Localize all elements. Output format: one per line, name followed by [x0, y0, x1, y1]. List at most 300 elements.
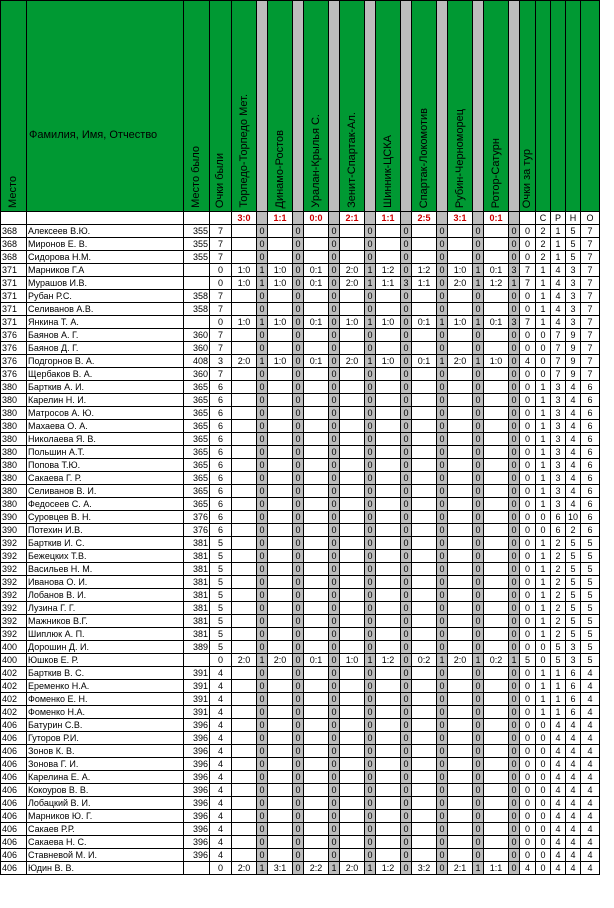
place-cell: 380 [1, 381, 27, 394]
stat-cell: 5 [581, 550, 600, 563]
prediction-cell [484, 381, 509, 394]
prediction-points-cell: 0 [509, 641, 520, 654]
prev-place-cell: 381 [184, 602, 210, 615]
prediction-points-cell: 0 [437, 420, 448, 433]
prediction-cell [484, 303, 509, 316]
prev-points-cell: 0 [210, 654, 232, 667]
stat-cell: 4 [566, 784, 581, 797]
prediction-cell [484, 225, 509, 238]
prediction-points-cell: 0 [365, 693, 376, 706]
name-cell: Потехин И.В. [27, 524, 184, 537]
place-cell: 380 [1, 394, 27, 407]
prediction-cell [484, 238, 509, 251]
prediction-cell [484, 290, 509, 303]
prediction-cell: 0:1 [484, 316, 509, 329]
table-row [1, 381, 600, 394]
prediction-points-cell: 0 [293, 329, 304, 342]
prediction-points-cell: 1 [365, 277, 376, 290]
prediction-cell [484, 485, 509, 498]
stat-cell: 5 [581, 602, 600, 615]
stat-cell: 4 [566, 745, 581, 758]
stat-cell: 4 [566, 433, 581, 446]
prediction-points-cell: 0 [365, 667, 376, 680]
stat-cell: 5 [566, 537, 581, 550]
tour-points-cell: 0 [520, 810, 536, 823]
prediction-cell [448, 368, 473, 381]
prev-points-cell: 6 [210, 472, 232, 485]
prev-place-cell: 365 [184, 433, 210, 446]
place-cell: 376 [1, 329, 27, 342]
prediction-points-cell: 0 [473, 732, 484, 745]
prediction-points-cell: 0 [509, 368, 520, 381]
prediction-cell [232, 459, 257, 472]
prev-place-cell [184, 316, 210, 329]
prediction-points-cell: 0 [365, 420, 376, 433]
prediction-points-cell: 0 [509, 797, 520, 810]
prediction-points-cell: 0 [293, 485, 304, 498]
prediction-cell [340, 693, 365, 706]
table-row [1, 784, 600, 797]
stat-cell: 0 [536, 511, 551, 524]
prediction-points-cell: 0 [401, 264, 412, 277]
prediction-cell [268, 563, 293, 576]
prediction-points-cell: 1 [473, 277, 484, 290]
prediction-points-cell: 1 [473, 654, 484, 667]
prediction-points-cell: 1 [257, 316, 268, 329]
prediction-cell [412, 238, 437, 251]
prediction-cell: 1:0 [268, 264, 293, 277]
prediction-cell [448, 641, 473, 654]
stat-cell: 6 [551, 511, 566, 524]
results-gap [293, 212, 304, 225]
stat-cell: 4 [566, 797, 581, 810]
prediction-points-cell: 0 [437, 550, 448, 563]
stat-cell: 0 [536, 745, 551, 758]
results-blank [210, 212, 232, 225]
stat-cell: 5 [581, 615, 600, 628]
prediction-cell [268, 836, 293, 849]
prediction-cell [304, 784, 329, 797]
prediction-cell [304, 290, 329, 303]
stat-cell: 5 [551, 641, 566, 654]
tour-points-cell: 0 [520, 784, 536, 797]
prediction-cell [376, 459, 401, 472]
prediction-points-cell: 0 [293, 264, 304, 277]
prediction-points-cell: 0 [509, 550, 520, 563]
stat-cell: 3 [551, 420, 566, 433]
prediction-cell [304, 225, 329, 238]
prediction-cell [232, 420, 257, 433]
prediction-points-cell: 0 [329, 355, 340, 368]
stat-cell: 4 [581, 693, 600, 706]
tour-points-cell: 0 [520, 511, 536, 524]
name-cell: Мажников В.Г. [27, 615, 184, 628]
prediction-points-cell: 0 [329, 706, 340, 719]
prediction-cell [340, 225, 365, 238]
stat-cell: 9 [566, 342, 581, 355]
stat-cell: 1 [536, 563, 551, 576]
prediction-points-cell: 0 [509, 862, 520, 875]
name-cell: Марников Г.А [27, 264, 184, 277]
stat-cell: 4 [566, 394, 581, 407]
prediction-cell [484, 511, 509, 524]
prediction-cell [412, 719, 437, 732]
tour-points-cell: 0 [520, 797, 536, 810]
place-cell: 406 [1, 745, 27, 758]
stat-cell: 6 [581, 407, 600, 420]
prediction-points-cell: 0 [473, 420, 484, 433]
prediction-cell [484, 420, 509, 433]
prediction-points-cell: 0 [365, 719, 376, 732]
prediction-cell [232, 706, 257, 719]
place-cell: 390 [1, 511, 27, 524]
prediction-points-cell: 0 [509, 420, 520, 433]
prediction-points-cell: 0 [365, 589, 376, 602]
prediction-cell: 2:0 [340, 862, 365, 875]
prev-points-cell: 4 [210, 784, 232, 797]
prediction-points-cell: 0 [473, 238, 484, 251]
prediction-points-cell: 0 [257, 667, 268, 680]
prediction-cell [412, 433, 437, 446]
prediction-cell [484, 797, 509, 810]
prediction-cell [448, 810, 473, 823]
prediction-cell [232, 368, 257, 381]
prediction-cell [484, 446, 509, 459]
prediction-cell [448, 745, 473, 758]
results-gap [329, 212, 340, 225]
prediction-cell [412, 446, 437, 459]
prediction-points-cell: 0 [473, 459, 484, 472]
stat-cell: 7 [581, 290, 600, 303]
prediction-cell [268, 303, 293, 316]
prev-points-cell: 4 [210, 810, 232, 823]
prediction-cell [268, 394, 293, 407]
prev-place-cell: 408 [184, 355, 210, 368]
prediction-points-cell: 1 [365, 316, 376, 329]
prediction-points-cell: 0 [437, 784, 448, 797]
header-match-gap [437, 1, 448, 212]
prediction-points-cell: 0 [329, 524, 340, 537]
prediction-cell [412, 758, 437, 771]
prediction-points-cell: 0 [509, 303, 520, 316]
prediction-cell [412, 589, 437, 602]
prediction-cell [484, 576, 509, 589]
prediction-cell [304, 745, 329, 758]
prediction-cell: 2:0 [268, 654, 293, 667]
prediction-points-cell: 0 [257, 498, 268, 511]
stat-cell: 1 [536, 550, 551, 563]
stat-cell: 1 [551, 693, 566, 706]
prediction-cell [232, 524, 257, 537]
prediction-points-cell: 0 [293, 394, 304, 407]
prediction-cell [340, 394, 365, 407]
prediction-cell [268, 290, 293, 303]
place-cell: 368 [1, 251, 27, 264]
stat-cell: 4 [566, 472, 581, 485]
prediction-points-cell: 0 [401, 615, 412, 628]
header-match-7 [448, 1, 473, 212]
stat-cell: 6 [581, 498, 600, 511]
prev-points-cell: 0 [210, 264, 232, 277]
prediction-points-cell: 0 [329, 849, 340, 862]
prediction-points-cell: 0 [329, 719, 340, 732]
stat-cell: 2 [551, 615, 566, 628]
prediction-cell [304, 368, 329, 381]
prev-points-cell: 6 [210, 381, 232, 394]
prev-points-cell: 4 [210, 667, 232, 680]
header-match-2-label: Динамо-Ростов [273, 129, 286, 208]
prediction-points-cell: 0 [365, 407, 376, 420]
prediction-points-cell: 0 [509, 524, 520, 537]
prediction-cell: 0:1 [304, 654, 329, 667]
tour-points-cell: 0 [520, 342, 536, 355]
prediction-cell [340, 745, 365, 758]
prediction-cell [304, 849, 329, 862]
prediction-cell: 0:1 [412, 355, 437, 368]
prev-points-cell: 0 [210, 316, 232, 329]
tour-points-cell: 0 [520, 732, 536, 745]
prev-points-cell: 6 [210, 394, 232, 407]
prediction-cell [340, 758, 365, 771]
stat-cell: 0 [536, 342, 551, 355]
tour-points-cell: 0 [520, 836, 536, 849]
prediction-points-cell: 0 [293, 836, 304, 849]
prediction-points-cell: 0 [473, 836, 484, 849]
prediction-cell [268, 797, 293, 810]
prediction-points-cell: 0 [365, 849, 376, 862]
prediction-cell [232, 836, 257, 849]
name-cell: Барткив В. С. [27, 667, 184, 680]
results-gap [257, 212, 268, 225]
prediction-points-cell: 0 [293, 680, 304, 693]
prediction-points-cell: 0 [329, 251, 340, 264]
prediction-cell [340, 628, 365, 641]
prediction-points-cell: 0 [257, 732, 268, 745]
prev-points-cell: 5 [210, 576, 232, 589]
prediction-points-cell: 0 [473, 563, 484, 576]
prediction-cell [340, 498, 365, 511]
prediction-points-cell: 0 [473, 290, 484, 303]
prediction-points-cell: 0 [365, 225, 376, 238]
stat-cell: 6 [566, 667, 581, 680]
name-cell: Барткив И. С. [27, 537, 184, 550]
prediction-points-cell: 0 [365, 758, 376, 771]
prediction-cell [304, 251, 329, 264]
place-cell: 390 [1, 524, 27, 537]
prev-points-cell: 4 [210, 745, 232, 758]
header-match-gap [293, 1, 304, 212]
tour-points-cell: 0 [520, 459, 536, 472]
prediction-cell [448, 225, 473, 238]
prediction-cell [304, 537, 329, 550]
prediction-points-cell: 0 [509, 342, 520, 355]
tour-points-cell: 0 [520, 238, 536, 251]
prediction-points-cell: 0 [365, 745, 376, 758]
prev-place-cell: 391 [184, 680, 210, 693]
prediction-cell [232, 810, 257, 823]
name-cell: Суровцев В. Н. [27, 511, 184, 524]
prediction-cell: 1:0 [448, 316, 473, 329]
prediction-cell: 2:0 [232, 355, 257, 368]
prev-points-cell: 6 [210, 433, 232, 446]
prediction-points-cell: 0 [401, 719, 412, 732]
prediction-points-cell: 0 [257, 823, 268, 836]
prediction-points-cell: 1 [257, 654, 268, 667]
stat-cell: 4 [566, 849, 581, 862]
prediction-points-cell: 0 [329, 290, 340, 303]
prediction-points-cell: 0 [509, 758, 520, 771]
header-prev-points [210, 1, 232, 212]
prev-place-cell [184, 264, 210, 277]
stat-cell: 6 [581, 381, 600, 394]
stat-cell: 4 [581, 719, 600, 732]
tour-points-cell: 0 [520, 745, 536, 758]
header-match-3 [304, 1, 329, 212]
prev-points-cell: 4 [210, 680, 232, 693]
place-cell: 371 [1, 303, 27, 316]
prediction-cell [340, 420, 365, 433]
prediction-cell [448, 238, 473, 251]
stat-cell: 4 [551, 810, 566, 823]
name-cell: Гуторов Р.И. [27, 732, 184, 745]
prediction-points-cell: 0 [365, 498, 376, 511]
stat-cell: 4 [566, 719, 581, 732]
prediction-cell [340, 823, 365, 836]
table-row [1, 316, 600, 329]
prediction-points-cell: 0 [293, 654, 304, 667]
prediction-cell [268, 628, 293, 641]
prediction-cell [376, 420, 401, 433]
stat-cell: 3 [566, 264, 581, 277]
prediction-cell [484, 563, 509, 576]
prediction-points-cell: 1 [473, 355, 484, 368]
prediction-points-cell: 0 [437, 264, 448, 277]
prediction-points-cell: 0 [365, 680, 376, 693]
prediction-points-cell: 0 [401, 355, 412, 368]
prev-place-cell: 396 [184, 745, 210, 758]
tour-points-cell: 0 [520, 641, 536, 654]
prediction-points-cell: 0 [293, 290, 304, 303]
prediction-points-cell: 0 [257, 329, 268, 342]
prediction-points-cell: 0 [473, 628, 484, 641]
prediction-cell [304, 589, 329, 602]
prediction-points-cell: 0 [437, 706, 448, 719]
stat-cell: 1 [551, 667, 566, 680]
table-row [1, 238, 600, 251]
prediction-points-cell: 0 [329, 693, 340, 706]
prediction-cell [268, 576, 293, 589]
prediction-cell [268, 667, 293, 680]
prediction-cell: 2:0 [232, 654, 257, 667]
prediction-cell [232, 342, 257, 355]
prediction-points-cell: 0 [401, 732, 412, 745]
prediction-points-cell: 0 [365, 732, 376, 745]
prediction-cell [484, 693, 509, 706]
prediction-points-cell: 0 [401, 641, 412, 654]
prediction-cell [304, 459, 329, 472]
prev-place-cell: 381 [184, 615, 210, 628]
prediction-points-cell: 0 [257, 251, 268, 264]
prediction-points-cell: 0 [293, 537, 304, 550]
prediction-points-cell: 0 [293, 251, 304, 264]
prediction-cell [340, 407, 365, 420]
prev-place-cell: 355 [184, 251, 210, 264]
prev-points-cell: 4 [210, 849, 232, 862]
prediction-cell [448, 511, 473, 524]
prediction-cell [412, 225, 437, 238]
prediction-cell [268, 251, 293, 264]
prev-place-cell: 365 [184, 381, 210, 394]
prediction-points-cell: 0 [509, 732, 520, 745]
stat-cell: 0 [536, 654, 551, 667]
stat-cell: 4 [566, 771, 581, 784]
prediction-points-cell: 0 [437, 719, 448, 732]
prediction-cell [412, 706, 437, 719]
prediction-cell [232, 511, 257, 524]
prediction-cell [448, 524, 473, 537]
prediction-points-cell: 0 [257, 719, 268, 732]
prediction-points-cell: 0 [329, 563, 340, 576]
prediction-points-cell: 0 [437, 758, 448, 771]
place-cell: 380 [1, 407, 27, 420]
stat-cell: 6 [566, 706, 581, 719]
place-cell: 406 [1, 849, 27, 862]
prediction-cell [232, 797, 257, 810]
prediction-cell [268, 407, 293, 420]
prediction-cell [412, 550, 437, 563]
place-cell: 402 [1, 693, 27, 706]
prediction-points-cell: 0 [329, 537, 340, 550]
prediction-points-cell: 0 [293, 316, 304, 329]
prediction-points-cell: 0 [437, 628, 448, 641]
stat-cell: 5 [581, 576, 600, 589]
prediction-cell [448, 693, 473, 706]
prediction-points-cell: 0 [329, 667, 340, 680]
prediction-cell [412, 524, 437, 537]
prediction-cell [304, 758, 329, 771]
prediction-cell [448, 498, 473, 511]
prediction-cell [448, 459, 473, 472]
prediction-points-cell: 0 [257, 849, 268, 862]
prediction-points-cell: 0 [437, 407, 448, 420]
prediction-points-cell: 0 [329, 238, 340, 251]
table-row [1, 355, 600, 368]
place-cell: 402 [1, 680, 27, 693]
prediction-cell [340, 602, 365, 615]
stat-cell: 1 [551, 238, 566, 251]
stat-cell: 7 [581, 264, 600, 277]
prediction-cell [304, 420, 329, 433]
header-tour-points-label: Очки за тур [521, 148, 533, 208]
prediction-cell [448, 849, 473, 862]
prediction-points-cell: 0 [437, 511, 448, 524]
prev-points-cell: 4 [210, 706, 232, 719]
prediction-cell [412, 628, 437, 641]
prediction-cell [412, 303, 437, 316]
stat-cell: 4 [566, 459, 581, 472]
prediction-points-cell: 0 [509, 446, 520, 459]
prediction-points-cell: 0 [437, 446, 448, 459]
prediction-points-cell: 0 [257, 342, 268, 355]
prediction-points-cell: 0 [401, 225, 412, 238]
tour-points-cell: 0 [520, 667, 536, 680]
header-match-6-label: Спартак-Локомотив [417, 107, 430, 208]
name-cell: Барткив А. И. [27, 381, 184, 394]
stat-cell: 9 [566, 329, 581, 342]
prediction-cell [340, 706, 365, 719]
prediction-cell [232, 381, 257, 394]
place-cell: 380 [1, 472, 27, 485]
